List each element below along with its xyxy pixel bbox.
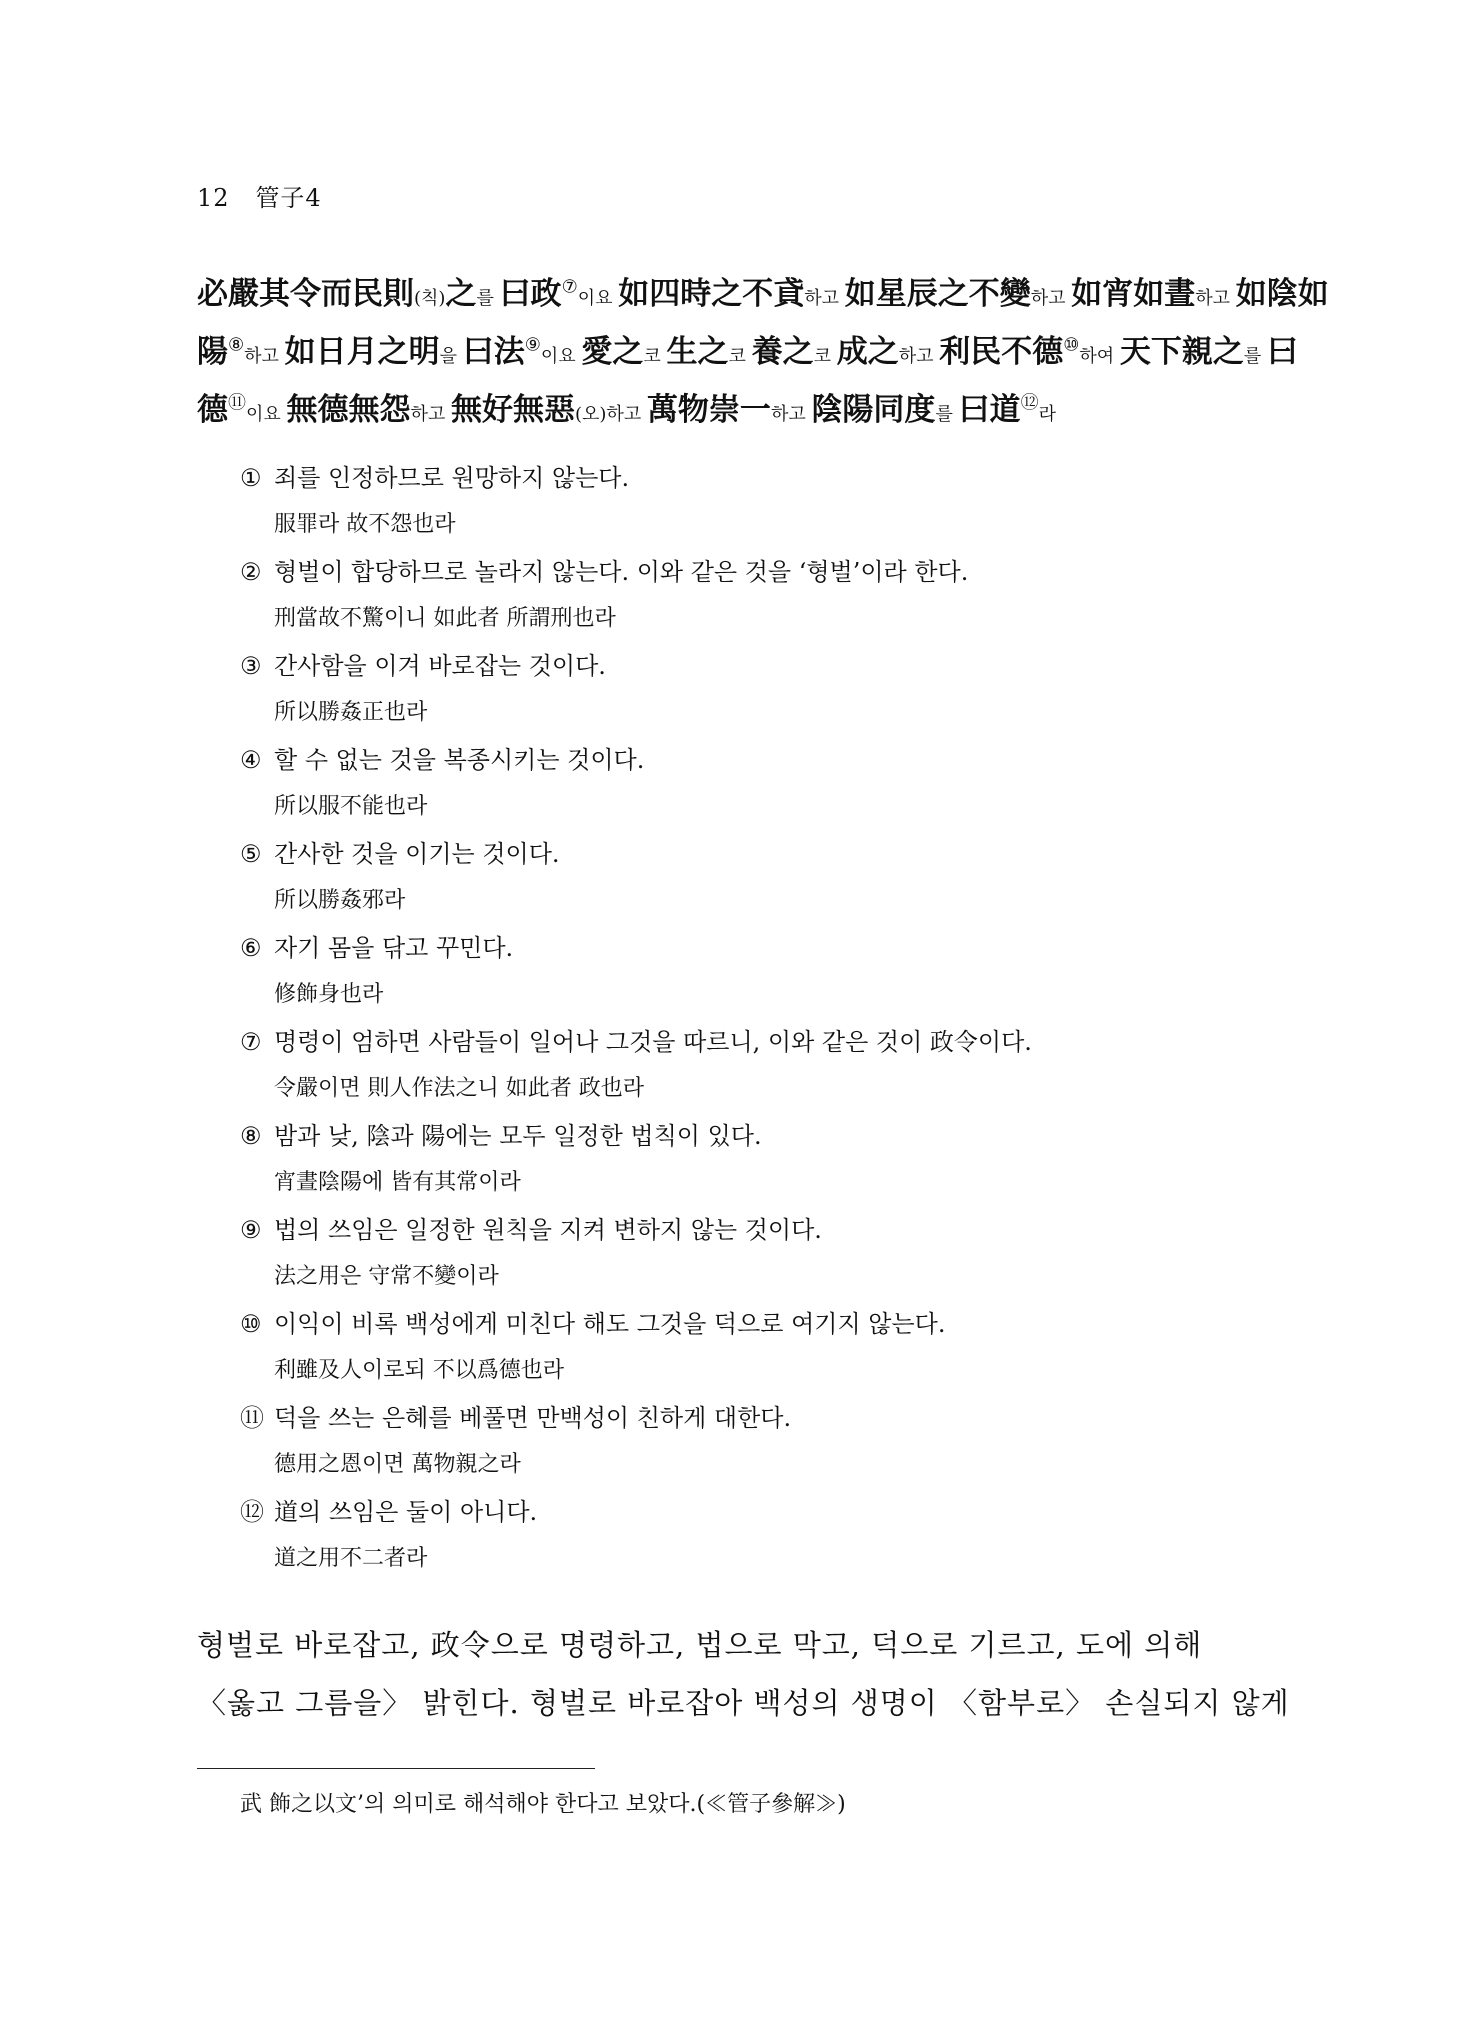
note-item: [240, 1489, 1290, 1583]
classical-text: 陽: [197, 334, 228, 370]
note-classical: 利雖及人이로되 不以爲德也라: [274, 1358, 565, 1383]
korean-particle: 코: [813, 346, 837, 367]
note-korean: 道의 쓰임은 둘이 아니다.: [274, 1498, 538, 1526]
korean-particle: 하고: [410, 404, 451, 425]
korean-particle: 코: [643, 346, 667, 367]
note-classical: 道之用不二者라: [274, 1546, 428, 1571]
note-number: ④: [240, 746, 262, 774]
note-korean: 덕을 쓰는 은혜를 베풀면 만백성이 친하게 대한다.: [274, 1404, 792, 1432]
classical-text: 之: [445, 276, 477, 312]
note-korean: 형벌이 합당하므로 놀라지 않는다. 이와 같은 것을 ‘형벌’이라 한다.: [274, 558, 969, 586]
classical-text: 曰道: [958, 392, 1021, 428]
note-classical: 刑當故不驚이니 如此者 所謂刑也라: [274, 606, 616, 631]
note-number: ⑥: [240, 934, 262, 962]
note-korean: 간사함을 이겨 바로잡는 것이다.: [274, 652, 606, 680]
korean-particle: 하고: [804, 288, 845, 309]
classical-text: 德: [197, 392, 228, 428]
korean-particle: 하고: [898, 346, 940, 367]
korean-particle: 하고: [1195, 288, 1236, 309]
note-marker: ⑫: [1020, 392, 1039, 414]
note-number: ⑪: [240, 1404, 264, 1432]
note-item: [240, 925, 1290, 1019]
classical-text: 愛之: [581, 334, 644, 370]
korean-particle: 라: [1038, 404, 1056, 425]
note-classical: 修飾身也라: [274, 982, 384, 1007]
korean-particle: 이요: [246, 404, 287, 425]
note-korean: 죄를 인정하므로 원망하지 않는다.: [274, 464, 630, 492]
korean-particle: 하여: [1079, 346, 1120, 367]
note-item: [240, 1395, 1290, 1489]
classical-text: 曰政: [499, 276, 562, 312]
korean-particle: 하고: [770, 404, 812, 425]
classical-text: 生之: [666, 334, 729, 370]
footnote: 武 飾之以文’의 의미로 해석해야 한다고 보았다.(≪管子參解≫): [240, 1792, 846, 1817]
closing-paragraph: [197, 1616, 1292, 1732]
note-classical: 所以服不能也라: [274, 794, 428, 819]
note-number: ②: [240, 558, 262, 586]
annotation-list: [240, 455, 1290, 1583]
classical-text: 利民不德: [939, 334, 1064, 370]
note-item: [240, 1019, 1290, 1113]
note-korean: 밤과 낮, 陰과 陽에는 모두 일정한 법칙이 있다.: [274, 1122, 762, 1150]
korean-particle: 이요: [577, 288, 619, 309]
classical-text: 萬物崇一: [646, 392, 771, 428]
footnote-divider: [197, 1768, 595, 1769]
classical-text: 如陰如: [1235, 276, 1329, 312]
korean-particle: 를: [476, 288, 500, 309]
note-korean: 간사한 것을 이기는 것이다.: [274, 840, 560, 868]
note-classical: 令嚴이면 則人作法之니 如此者 政也라: [274, 1076, 644, 1101]
note-number: ⑨: [240, 1216, 262, 1244]
note-korean: 명령이 엄하면 사람들이 일어나 그것을 따르니, 이와 같은 것이 政令이다.: [274, 1028, 1032, 1056]
classical-text: 陰陽同度: [811, 392, 936, 428]
closing-line: 형벌로 바로잡고, 政令으로 명령하고, 법으로 막고, 덕으로 기르고, 도에 의해: [197, 1628, 1203, 1662]
note-number: ⑫: [240, 1498, 264, 1526]
classical-text: 無好無惡: [451, 392, 575, 428]
classical-text: 如四時之不貣: [618, 276, 805, 312]
classical-text: 成之: [836, 334, 899, 370]
note-marker: ⑪: [228, 392, 246, 414]
korean-particle: (오)하고: [575, 404, 647, 425]
classical-text: 如星辰之不變: [844, 276, 1031, 312]
main-text: [197, 265, 1329, 439]
note-classical: 所以勝姦邪라: [274, 888, 406, 913]
note-item: [240, 455, 1290, 549]
note-number: ⑦: [240, 1028, 262, 1056]
text-line: [197, 265, 1329, 323]
text-line: [197, 381, 1292, 439]
book-title: 管子4: [255, 184, 322, 212]
classical-text: 如宵如晝: [1071, 276, 1196, 312]
note-item: [240, 549, 1290, 643]
note-korean: 자기 몸을 닦고 꾸민다.: [274, 934, 514, 962]
note-korean: 이익이 비록 백성에게 미친다 해도 그것을 덕으로 여기지 않는다.: [274, 1310, 946, 1338]
note-number: ①: [240, 464, 262, 492]
note-classical: 所以勝姦正也라: [274, 700, 428, 725]
page-header: [197, 178, 322, 213]
note-item: [240, 643, 1290, 737]
page-number: 12: [197, 184, 230, 212]
classical-text: 養之: [751, 334, 814, 370]
korean-particle: 하고: [244, 346, 285, 367]
note-classical: 德用之恩이면 萬物親之라: [274, 1452, 521, 1477]
korean-particle: 이요: [540, 346, 582, 367]
note-item: [240, 831, 1290, 925]
note-classical: 宵晝陰陽에 皆有其常이라: [274, 1170, 521, 1195]
classical-text: 曰法: [462, 334, 525, 370]
note-korean: 법의 쓰임은 일정한 원칙을 지켜 변하지 않는 것이다.: [274, 1216, 822, 1244]
note-item: [240, 1301, 1290, 1395]
note-item: [240, 1113, 1290, 1207]
classical-text: 天下親之: [1119, 334, 1244, 370]
note-number: ③: [240, 652, 262, 680]
note-korean: 할 수 없는 것을 복종시키는 것이다.: [274, 746, 645, 774]
note-number: ⑧: [240, 1122, 262, 1150]
classical-text: 曰: [1267, 334, 1299, 370]
note-marker: ⑧: [228, 334, 245, 356]
note-marker: ⑨: [524, 334, 541, 356]
note-classical: 服罪라 故不怨也라: [274, 512, 456, 537]
korean-particle: 를: [1243, 346, 1268, 367]
korean-particle: 를: [935, 404, 959, 425]
text-line: [197, 323, 1299, 381]
note-number: ⑤: [240, 840, 262, 868]
classical-text: 無德無怨: [286, 392, 411, 428]
classical-text: 必嚴其令而民則: [197, 276, 414, 312]
note-item: [240, 737, 1290, 831]
closing-line: 〈옳고 그름을〉 밝힌다. 형벌로 바로잡아 백성의 생명이 〈함부로〉 손실되지 않게: [197, 1686, 1290, 1720]
note-marker: ⑩: [1063, 334, 1080, 356]
korean-particle: 하고: [1030, 288, 1072, 309]
classical-text: 如日月之明: [284, 334, 440, 370]
note-number: ⑩: [240, 1310, 262, 1338]
korean-particle: 코: [728, 346, 752, 367]
note-marker: ⑦: [561, 276, 578, 298]
note-item: [240, 1207, 1290, 1301]
note-classical: 法之用은 守常不變이라: [274, 1264, 499, 1289]
korean-particle: 을: [439, 346, 463, 367]
korean-particle: (칙): [414, 288, 446, 309]
